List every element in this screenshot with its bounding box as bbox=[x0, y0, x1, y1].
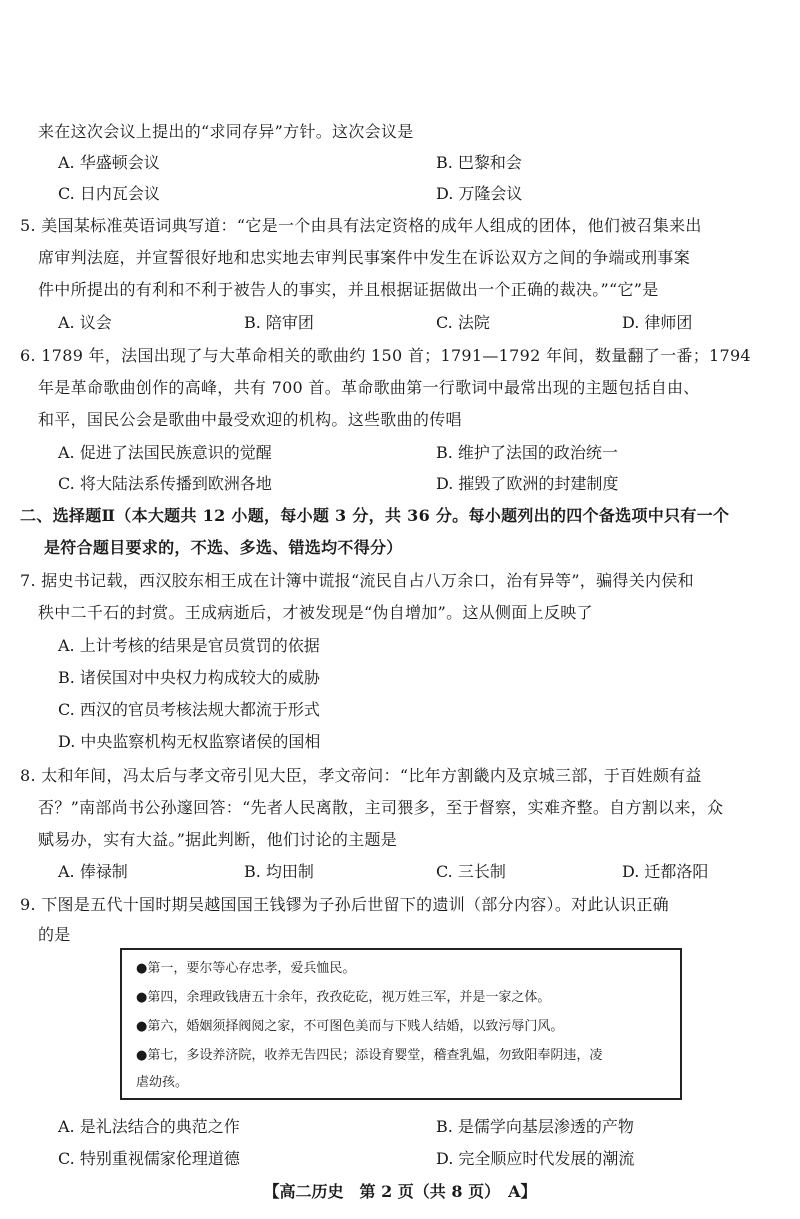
page-footer: 【高二历史 第 2 页（共 8 页） A】 bbox=[263, 1182, 537, 1201]
q9-quote-line-5: 虐幼孩。 bbox=[136, 1075, 189, 1090]
q5-line-1: 5. 美国某标准英语词典写道：“它是一个由具有法定资格的成年人组成的团体，他们被召集来出 bbox=[20, 216, 702, 235]
q6-option-b: B. 维护了法国的政治统一 bbox=[436, 443, 618, 462]
q7-option-b: B. 诸侯国对中央权力构成较大的威胁 bbox=[58, 668, 320, 687]
q5-line-3: 件中所提出的有利和不利于被告人的事实，并且根据证据做出一个正确的裁决。”“它”是 bbox=[38, 280, 659, 299]
q7-option-a: A. 上计考核的结果是官员赏罚的依据 bbox=[58, 636, 320, 655]
section-2-heading: 二、选择题Ⅱ（本大题共 12 小题，每小题 3 分，共 36 分。每小题列出的四个备选项中只有一个 bbox=[20, 506, 730, 525]
q6-option-d: D. 摧毁了欧洲的封建制度 bbox=[436, 474, 619, 493]
q6-option-a: A. 促进了法国民族意识的觉醒 bbox=[58, 443, 272, 462]
q4-option-b: B. 巴黎和会 bbox=[436, 153, 522, 172]
q5-line-2: 席审判法庭，并宣誓很好地和忠实地去审判民事案件中发生在诉讼双方之间的争端或刑事案 bbox=[38, 248, 691, 267]
q9-line-1: 9. 下图是五代十国时期吴越国国王钱镠为子孙后世留下的遗训（部分内容）。对此认识正确 bbox=[20, 895, 669, 914]
q7-line-2: 秩中二千石的封赏。王成病逝后，才被发现是“伪自增加”。这从侧面上反映了 bbox=[38, 603, 593, 622]
q8-line-3: 赋易办，实有大益。”据此判断，他们讨论的主题是 bbox=[38, 830, 398, 849]
q8-line-1: 8. 太和年间，冯太后与孝文帝引见大臣，孝文帝问：“比年方割畿内及京城三部，于百姓颇有益 bbox=[20, 766, 702, 785]
q9-line-2: 的是 bbox=[38, 925, 71, 944]
q5-option-a: A. 议会 bbox=[58, 313, 112, 332]
q9-quote-line-3: ●第六，婚姻须择阀阅之家，不可图色美而与下贱人结婚，以致污辱门风。 bbox=[136, 1019, 564, 1034]
q9-quote-box bbox=[120, 948, 682, 1100]
q9-option-d: D. 完全顺应时代发展的潮流 bbox=[436, 1149, 635, 1168]
q5-option-b: B. 陪审团 bbox=[244, 313, 314, 332]
q6-option-c: C. 将大陆法系传播到欧洲各地 bbox=[58, 474, 272, 493]
q8-option-b: B. 均田制 bbox=[244, 862, 314, 881]
q7-option-c: C. 西汉的官员考核法规大都流于形式 bbox=[58, 700, 320, 719]
q5-option-c: C. 法院 bbox=[436, 313, 490, 332]
q9-option-a: A. 是礼法结合的典范之作 bbox=[58, 1117, 240, 1136]
q8-option-d: D. 迁都洛阳 bbox=[622, 862, 709, 881]
q9-quote-line-2: ●第四，余理政钱唐五十余年，孜孜矻矻，视万姓三军，并是一家之体。 bbox=[136, 990, 551, 1005]
section-2-instructions: 是符合题目要求的，不选、多选、错选均不得分） bbox=[44, 538, 403, 557]
q4-option-d: D. 万隆会议 bbox=[436, 184, 523, 203]
q4-option-c: C. 日内瓦会议 bbox=[58, 184, 160, 203]
q9-option-c: C. 特别重视儒家伦理道德 bbox=[58, 1149, 240, 1168]
q8-option-c: C. 三长制 bbox=[436, 862, 506, 881]
q6-line-1: 6. 1789 年，法国出现了与大革命相关的歌曲约 150 首；1791—1792 年间，数量翻了一番；1794 bbox=[20, 346, 751, 365]
q4-option-a: A. 华盛顿会议 bbox=[58, 153, 160, 172]
q6-line-2: 年是革命歌曲创作的高峰，共有 700 首。革命歌曲第一行歌词中最常出现的主题包括自由、 bbox=[38, 378, 700, 397]
q8-option-a: A. 俸禄制 bbox=[58, 862, 128, 881]
q9-quote-line-4: ●第七，多设养济院，收养无告四民；添设育婴堂，稽查乳媪，勿致阳奉阴违，凌 bbox=[136, 1048, 603, 1063]
q8-line-2: 否？”南部尚书公孙邃回答：“先者人民离散，主司猥多，至于督察，实难齐整。自方割以来，众 bbox=[38, 798, 724, 817]
q9-quote-line-1: ●第一，要尔等心存忠孝，爱兵恤民。 bbox=[136, 961, 356, 976]
q7-line-1: 7. 据史书记载，西汉胶东相王成在计簿中谎报“流民自占八万余口，治有异等”，骗得关内侯和 bbox=[20, 571, 694, 590]
q7-option-d: D. 中央监察机构无权监察诸侯的国相 bbox=[58, 732, 321, 751]
q9-option-b: B. 是儒学向基层渗透的产物 bbox=[436, 1117, 634, 1136]
q4-stem: 来在这次会议上提出的“求同存异”方针。这次会议是 bbox=[38, 122, 414, 141]
q5-option-d: D. 律师团 bbox=[622, 313, 693, 332]
q6-line-3: 和平，国民公会是歌曲中最受欢迎的机构。这些歌曲的传唱 bbox=[38, 410, 462, 429]
